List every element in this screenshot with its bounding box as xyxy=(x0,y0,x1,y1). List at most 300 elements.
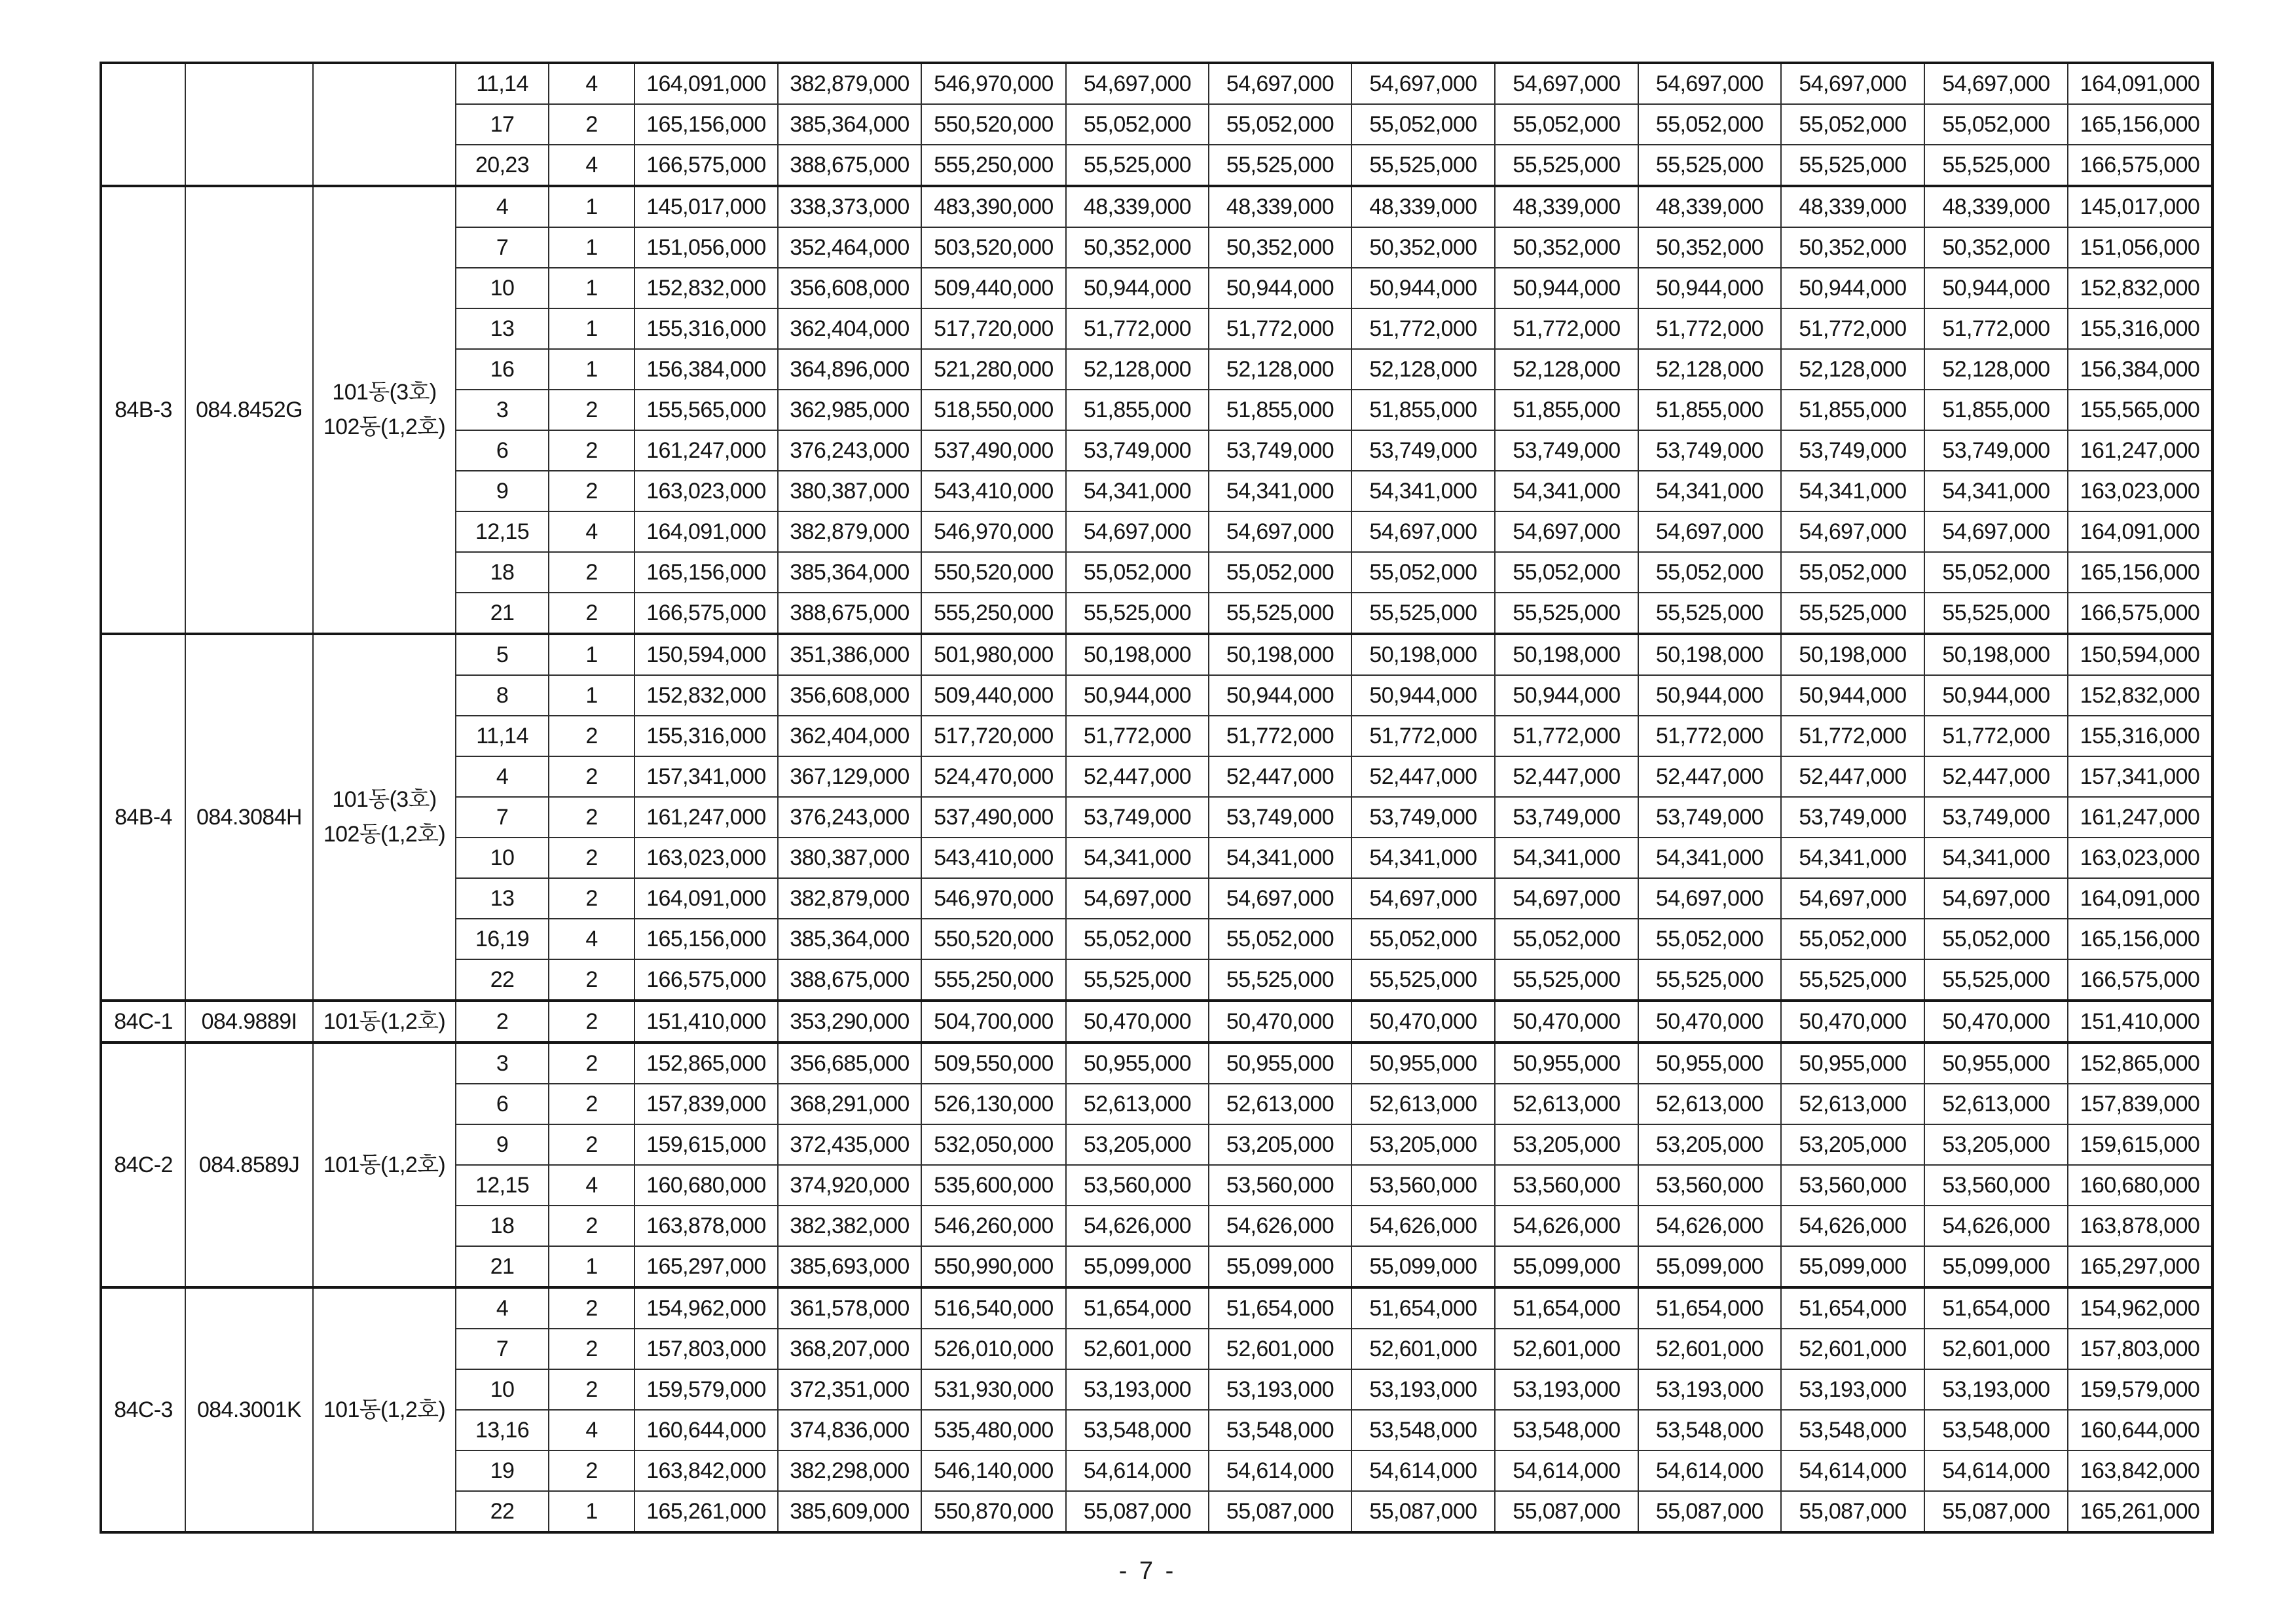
price-cell: 50,352,000 xyxy=(1638,227,1781,268)
floor-cell: 22 xyxy=(456,959,549,1001)
price-cell: 152,865,000 xyxy=(634,1043,778,1084)
price-cell: 55,525,000 xyxy=(1781,145,1924,186)
unit-count-cell: 2 xyxy=(549,1043,634,1084)
unit-count-cell: 2 xyxy=(549,1329,634,1369)
price-cell: 517,720,000 xyxy=(921,308,1066,349)
price-cell: 550,520,000 xyxy=(921,552,1066,593)
building-line: 101동(1,2호) xyxy=(323,1008,446,1034)
price-cell: 51,772,000 xyxy=(1209,308,1351,349)
price-cell: 151,410,000 xyxy=(2068,1001,2212,1043)
price-cell: 550,870,000 xyxy=(921,1491,1066,1532)
floor-cell: 13 xyxy=(456,308,549,349)
price-cell: 54,697,000 xyxy=(1495,63,1638,104)
price-cell: 50,470,000 xyxy=(1638,1001,1781,1043)
price-cell: 166,575,000 xyxy=(634,145,778,186)
price-cell: 55,087,000 xyxy=(1638,1491,1781,1532)
unit-count-cell: 2 xyxy=(549,1084,634,1124)
price-cell: 50,944,000 xyxy=(1638,268,1781,308)
price-cell: 55,525,000 xyxy=(1209,959,1351,1001)
price-cell: 483,390,000 xyxy=(921,186,1066,227)
price-cell: 53,749,000 xyxy=(1924,430,2068,471)
price-cell: 51,772,000 xyxy=(1351,308,1495,349)
price-cell: 54,697,000 xyxy=(1351,63,1495,104)
building-cell xyxy=(313,1043,456,1287)
price-cell: 543,410,000 xyxy=(921,471,1066,511)
price-cell: 385,693,000 xyxy=(778,1246,921,1287)
price-cell: 157,839,000 xyxy=(2068,1084,2212,1124)
price-cell: 54,341,000 xyxy=(1924,471,2068,511)
building-cell xyxy=(313,186,456,634)
price-cell: 54,697,000 xyxy=(1209,878,1351,919)
price-cell: 550,990,000 xyxy=(921,1246,1066,1287)
price-cell: 52,601,000 xyxy=(1638,1329,1781,1369)
price-cell: 53,193,000 xyxy=(1066,1369,1209,1410)
price-cell: 380,387,000 xyxy=(778,471,921,511)
price-table-body xyxy=(101,63,2212,1532)
price-cell: 50,944,000 xyxy=(1781,675,1924,716)
table-row xyxy=(101,1001,2212,1043)
unit-type-cell: 84C-2 xyxy=(101,1043,185,1287)
price-cell: 52,613,000 xyxy=(1638,1084,1781,1124)
price-cell: 151,056,000 xyxy=(634,227,778,268)
price-cell: 52,601,000 xyxy=(1066,1329,1209,1369)
price-cell: 382,298,000 xyxy=(778,1450,921,1491)
price-cell: 54,626,000 xyxy=(1066,1206,1209,1246)
price-cell: 52,447,000 xyxy=(1495,756,1638,797)
price-cell: 53,749,000 xyxy=(1638,430,1781,471)
price-cell: 51,855,000 xyxy=(1495,390,1638,430)
price-cell: 521,280,000 xyxy=(921,349,1066,390)
price-cell: 145,017,000 xyxy=(634,186,778,227)
price-cell: 52,128,000 xyxy=(1209,349,1351,390)
price-cell: 157,341,000 xyxy=(2068,756,2212,797)
price-cell: 50,944,000 xyxy=(1351,675,1495,716)
price-cell: 154,962,000 xyxy=(2068,1287,2212,1329)
price-cell: 54,614,000 xyxy=(1209,1450,1351,1491)
price-cell: 164,091,000 xyxy=(634,63,778,104)
unit-count-cell: 2 xyxy=(549,1124,634,1165)
price-cell: 53,193,000 xyxy=(1924,1369,2068,1410)
price-cell: 54,341,000 xyxy=(1066,838,1209,878)
price-cell: 53,749,000 xyxy=(1351,430,1495,471)
price-cell: 50,198,000 xyxy=(1066,634,1209,675)
price-cell: 555,250,000 xyxy=(921,593,1066,634)
price-cell: 51,855,000 xyxy=(1638,390,1781,430)
unit-count-cell: 2 xyxy=(549,716,634,756)
price-cell: 50,944,000 xyxy=(1924,268,2068,308)
price-cell: 50,352,000 xyxy=(1209,227,1351,268)
price-cell: 55,525,000 xyxy=(1924,959,2068,1001)
price-cell: 385,364,000 xyxy=(778,104,921,145)
price-cell: 163,023,000 xyxy=(2068,471,2212,511)
building-cell xyxy=(313,1001,456,1043)
price-cell: 53,560,000 xyxy=(1351,1165,1495,1206)
price-cell: 52,128,000 xyxy=(1066,349,1209,390)
price-cell: 509,440,000 xyxy=(921,675,1066,716)
price-cell: 362,985,000 xyxy=(778,390,921,430)
price-cell: 160,644,000 xyxy=(2068,1410,2212,1450)
price-cell: 51,855,000 xyxy=(1351,390,1495,430)
price-cell: 55,525,000 xyxy=(1066,593,1209,634)
unit-count-cell: 2 xyxy=(549,593,634,634)
unit-count-cell: 2 xyxy=(549,878,634,919)
price-cell: 166,575,000 xyxy=(634,959,778,1001)
area-code-cell xyxy=(185,63,313,186)
price-cell: 54,697,000 xyxy=(1781,511,1924,552)
price-cell: 54,614,000 xyxy=(1781,1450,1924,1491)
price-cell: 155,316,000 xyxy=(2068,308,2212,349)
price-cell: 55,052,000 xyxy=(1924,104,2068,145)
price-cell: 54,341,000 xyxy=(1209,471,1351,511)
price-cell: 52,447,000 xyxy=(1351,756,1495,797)
price-cell: 537,490,000 xyxy=(921,430,1066,471)
price-cell: 165,261,000 xyxy=(2068,1491,2212,1532)
price-cell: 55,087,000 xyxy=(1209,1491,1351,1532)
price-cell: 51,772,000 xyxy=(1638,716,1781,756)
price-cell: 54,341,000 xyxy=(1351,838,1495,878)
floor-cell: 3 xyxy=(456,390,549,430)
price-cell: 51,772,000 xyxy=(1066,308,1209,349)
price-cell: 145,017,000 xyxy=(2068,186,2212,227)
price-cell: 52,601,000 xyxy=(1924,1329,2068,1369)
price-cell: 55,525,000 xyxy=(1781,959,1924,1001)
price-cell: 161,247,000 xyxy=(2068,797,2212,838)
price-cell: 504,700,000 xyxy=(921,1001,1066,1043)
price-cell: 54,341,000 xyxy=(1781,838,1924,878)
unit-count-cell: 1 xyxy=(549,268,634,308)
price-cell: 368,207,000 xyxy=(778,1329,921,1369)
price-cell: 52,128,000 xyxy=(1495,349,1638,390)
price-cell: 54,614,000 xyxy=(1638,1450,1781,1491)
floor-cell: 12,15 xyxy=(456,1165,549,1206)
price-cell: 54,341,000 xyxy=(1209,838,1351,878)
price-cell: 50,352,000 xyxy=(1495,227,1638,268)
price-cell: 50,944,000 xyxy=(1495,675,1638,716)
unit-count-cell: 4 xyxy=(549,511,634,552)
price-cell: 55,099,000 xyxy=(1924,1246,2068,1287)
price-cell: 361,578,000 xyxy=(778,1287,921,1329)
price-cell: 48,339,000 xyxy=(1924,186,2068,227)
price-cell: 50,944,000 xyxy=(1209,675,1351,716)
price-cell: 53,548,000 xyxy=(1209,1410,1351,1450)
price-cell: 55,052,000 xyxy=(1066,104,1209,145)
price-cell: 50,352,000 xyxy=(1066,227,1209,268)
unit-count-cell: 2 xyxy=(549,959,634,1001)
price-cell: 524,470,000 xyxy=(921,756,1066,797)
price-cell: 51,772,000 xyxy=(1924,308,2068,349)
price-cell: 50,470,000 xyxy=(1351,1001,1495,1043)
table-row xyxy=(101,186,2212,227)
price-cell: 54,341,000 xyxy=(1924,838,2068,878)
floor-cell: 13 xyxy=(456,878,549,919)
unit-count-cell: 4 xyxy=(549,919,634,959)
price-cell: 54,697,000 xyxy=(1924,878,2068,919)
unit-count-cell: 4 xyxy=(549,63,634,104)
price-cell: 526,010,000 xyxy=(921,1329,1066,1369)
price-cell: 152,832,000 xyxy=(2068,268,2212,308)
price-cell: 54,697,000 xyxy=(1924,511,2068,552)
table-row xyxy=(101,1043,2212,1084)
price-cell: 55,525,000 xyxy=(1495,959,1638,1001)
table-row xyxy=(101,1287,2212,1329)
price-cell: 54,341,000 xyxy=(1781,471,1924,511)
price-cell: 50,944,000 xyxy=(1351,268,1495,308)
price-cell: 51,855,000 xyxy=(1209,390,1351,430)
price-cell: 54,341,000 xyxy=(1066,471,1209,511)
building-cell xyxy=(313,63,456,186)
price-cell: 51,772,000 xyxy=(1781,308,1924,349)
price-cell: 51,772,000 xyxy=(1209,716,1351,756)
floor-cell: 20,23 xyxy=(456,145,549,186)
price-cell: 50,470,000 xyxy=(1209,1001,1351,1043)
price-cell: 55,052,000 xyxy=(1781,104,1924,145)
price-cell: 55,525,000 xyxy=(1781,593,1924,634)
price-cell: 51,772,000 xyxy=(1351,716,1495,756)
price-cell: 50,470,000 xyxy=(1781,1001,1924,1043)
price-cell: 53,749,000 xyxy=(1351,797,1495,838)
price-cell: 54,614,000 xyxy=(1066,1450,1209,1491)
price-cell: 54,697,000 xyxy=(1351,511,1495,552)
price-cell: 55,525,000 xyxy=(1351,145,1495,186)
unit-count-cell: 1 xyxy=(549,186,634,227)
price-cell: 54,697,000 xyxy=(1495,511,1638,552)
price-cell: 55,525,000 xyxy=(1638,593,1781,634)
price-cell: 531,930,000 xyxy=(921,1369,1066,1410)
price-cell: 368,291,000 xyxy=(778,1084,921,1124)
price-cell: 163,023,000 xyxy=(2068,838,2212,878)
price-cell: 52,447,000 xyxy=(1209,756,1351,797)
price-cell: 160,680,000 xyxy=(2068,1165,2212,1206)
price-cell: 351,386,000 xyxy=(778,634,921,675)
price-cell: 50,944,000 xyxy=(1638,675,1781,716)
price-cell: 53,560,000 xyxy=(1495,1165,1638,1206)
price-cell: 52,128,000 xyxy=(1638,349,1781,390)
floor-cell: 17 xyxy=(456,104,549,145)
table-row xyxy=(101,63,2212,104)
price-cell: 52,128,000 xyxy=(1924,349,2068,390)
floor-cell: 12,15 xyxy=(456,511,549,552)
price-cell: 165,156,000 xyxy=(634,919,778,959)
floor-cell: 9 xyxy=(456,471,549,511)
floor-cell: 7 xyxy=(456,1329,549,1369)
price-cell: 156,384,000 xyxy=(634,349,778,390)
price-cell: 52,613,000 xyxy=(1781,1084,1924,1124)
price-cell: 55,052,000 xyxy=(1638,104,1781,145)
floor-cell: 21 xyxy=(456,1246,549,1287)
price-cell: 50,955,000 xyxy=(1209,1043,1351,1084)
price-cell: 159,579,000 xyxy=(2068,1369,2212,1410)
price-cell: 51,772,000 xyxy=(1638,308,1781,349)
area-code-cell: 084.3084H xyxy=(185,634,313,1001)
floor-cell: 5 xyxy=(456,634,549,675)
price-cell: 51,772,000 xyxy=(1495,308,1638,349)
floor-cell: 10 xyxy=(456,268,549,308)
unit-count-cell: 1 xyxy=(549,1491,634,1532)
price-cell: 51,772,000 xyxy=(1066,716,1209,756)
price-cell: 50,944,000 xyxy=(1495,268,1638,308)
price-cell: 362,404,000 xyxy=(778,308,921,349)
price-cell: 165,156,000 xyxy=(2068,104,2212,145)
price-cell: 55,525,000 xyxy=(1066,145,1209,186)
unit-count-cell: 2 xyxy=(549,104,634,145)
floor-cell: 21 xyxy=(456,593,549,634)
unit-count-cell: 2 xyxy=(549,471,634,511)
price-cell: 338,373,000 xyxy=(778,186,921,227)
price-cell: 55,525,000 xyxy=(1495,593,1638,634)
price-cell: 152,832,000 xyxy=(634,675,778,716)
price-cell: 52,447,000 xyxy=(1066,756,1209,797)
price-cell: 54,341,000 xyxy=(1495,838,1638,878)
price-cell: 150,594,000 xyxy=(634,634,778,675)
price-cell: 517,720,000 xyxy=(921,716,1066,756)
price-cell: 51,654,000 xyxy=(1495,1287,1638,1329)
price-cell: 151,410,000 xyxy=(634,1001,778,1043)
price-cell: 543,410,000 xyxy=(921,838,1066,878)
price-cell: 165,261,000 xyxy=(634,1491,778,1532)
price-cell: 376,243,000 xyxy=(778,797,921,838)
price-cell: 163,842,000 xyxy=(2068,1450,2212,1491)
price-cell: 52,613,000 xyxy=(1209,1084,1351,1124)
price-cell: 54,614,000 xyxy=(1495,1450,1638,1491)
unit-count-cell: 2 xyxy=(549,756,634,797)
price-cell: 164,091,000 xyxy=(2068,63,2212,104)
price-cell: 55,052,000 xyxy=(1781,919,1924,959)
price-cell: 356,608,000 xyxy=(778,675,921,716)
price-cell: 388,675,000 xyxy=(778,959,921,1001)
price-cell: 164,091,000 xyxy=(2068,878,2212,919)
floor-cell: 18 xyxy=(456,552,549,593)
price-cell: 380,387,000 xyxy=(778,838,921,878)
floor-cell: 19 xyxy=(456,1450,549,1491)
floor-cell: 13,16 xyxy=(456,1410,549,1450)
price-cell: 55,052,000 xyxy=(1638,919,1781,959)
price-cell: 55,525,000 xyxy=(1209,145,1351,186)
price-cell: 50,470,000 xyxy=(1924,1001,2068,1043)
price-cell: 165,156,000 xyxy=(634,552,778,593)
price-cell: 55,099,000 xyxy=(1066,1246,1209,1287)
price-cell: 388,675,000 xyxy=(778,145,921,186)
price-cell: 53,548,000 xyxy=(1066,1410,1209,1450)
price-cell: 54,697,000 xyxy=(1066,511,1209,552)
price-cell: 382,879,000 xyxy=(778,878,921,919)
price-cell: 53,205,000 xyxy=(1351,1124,1495,1165)
price-cell: 55,087,000 xyxy=(1924,1491,2068,1532)
price-cell: 55,052,000 xyxy=(1209,552,1351,593)
price-cell: 52,601,000 xyxy=(1209,1329,1351,1369)
price-cell: 54,614,000 xyxy=(1924,1450,2068,1491)
price-cell: 52,613,000 xyxy=(1495,1084,1638,1124)
price-cell: 54,697,000 xyxy=(1781,63,1924,104)
price-cell: 53,205,000 xyxy=(1924,1124,2068,1165)
price-cell: 52,447,000 xyxy=(1638,756,1781,797)
price-cell: 55,525,000 xyxy=(1638,959,1781,1001)
unit-count-cell: 1 xyxy=(549,308,634,349)
price-cell: 54,614,000 xyxy=(1351,1450,1495,1491)
price-cell: 53,749,000 xyxy=(1781,797,1924,838)
price-cell: 50,944,000 xyxy=(1209,268,1351,308)
price-cell: 166,575,000 xyxy=(2068,145,2212,186)
price-cell: 55,052,000 xyxy=(1209,104,1351,145)
price-cell: 535,480,000 xyxy=(921,1410,1066,1450)
building-line: 102동(1,2호) xyxy=(323,415,446,439)
price-cell: 52,128,000 xyxy=(1351,349,1495,390)
price-cell: 54,341,000 xyxy=(1351,471,1495,511)
price-cell: 152,832,000 xyxy=(634,268,778,308)
price-cell: 53,749,000 xyxy=(1924,797,2068,838)
building-cell xyxy=(313,1287,456,1532)
price-cell: 54,697,000 xyxy=(1066,878,1209,919)
price-cell: 55,052,000 xyxy=(1781,552,1924,593)
price-cell: 155,316,000 xyxy=(2068,716,2212,756)
price-cell: 53,749,000 xyxy=(1066,797,1209,838)
price-cell: 53,193,000 xyxy=(1781,1369,1924,1410)
floor-cell: 16 xyxy=(456,349,549,390)
price-cell: 50,955,000 xyxy=(1638,1043,1781,1084)
price-cell: 53,193,000 xyxy=(1495,1369,1638,1410)
unit-count-cell: 2 xyxy=(549,1206,634,1246)
price-cell: 356,685,000 xyxy=(778,1043,921,1084)
price-cell: 550,520,000 xyxy=(921,919,1066,959)
building-cell xyxy=(313,634,456,1001)
price-cell: 53,749,000 xyxy=(1495,797,1638,838)
unit-count-cell: 2 xyxy=(549,1450,634,1491)
price-cell: 52,447,000 xyxy=(1924,756,2068,797)
price-cell: 372,435,000 xyxy=(778,1124,921,1165)
price-cell: 53,193,000 xyxy=(1351,1369,1495,1410)
price-cell: 54,341,000 xyxy=(1495,471,1638,511)
unit-count-cell: 2 xyxy=(549,797,634,838)
price-cell: 546,970,000 xyxy=(921,63,1066,104)
floor-cell: 3 xyxy=(456,1043,549,1084)
price-cell: 51,654,000 xyxy=(1924,1287,2068,1329)
price-cell: 54,697,000 xyxy=(1351,878,1495,919)
price-cell: 53,548,000 xyxy=(1781,1410,1924,1450)
floor-cell: 9 xyxy=(456,1124,549,1165)
price-cell: 55,052,000 xyxy=(1924,919,2068,959)
price-cell: 155,565,000 xyxy=(2068,390,2212,430)
price-cell: 160,680,000 xyxy=(634,1165,778,1206)
price-cell: 54,626,000 xyxy=(1351,1206,1495,1246)
price-cell: 157,803,000 xyxy=(634,1329,778,1369)
price-cell: 55,525,000 xyxy=(1351,593,1495,634)
price-cell: 555,250,000 xyxy=(921,145,1066,186)
price-cell: 164,091,000 xyxy=(634,511,778,552)
price-cell: 51,654,000 xyxy=(1209,1287,1351,1329)
price-cell: 165,156,000 xyxy=(2068,552,2212,593)
price-cell: 50,198,000 xyxy=(1495,634,1638,675)
price-cell: 53,560,000 xyxy=(1781,1165,1924,1206)
unit-count-cell: 2 xyxy=(549,552,634,593)
price-cell: 50,944,000 xyxy=(1924,675,2068,716)
price-cell: 372,351,000 xyxy=(778,1369,921,1410)
price-cell: 53,548,000 xyxy=(1638,1410,1781,1450)
price-cell: 50,198,000 xyxy=(1924,634,2068,675)
price-cell: 546,970,000 xyxy=(921,511,1066,552)
price-cell: 48,339,000 xyxy=(1495,186,1638,227)
price-cell: 51,654,000 xyxy=(1066,1287,1209,1329)
price-cell: 161,247,000 xyxy=(2068,430,2212,471)
price-cell: 55,052,000 xyxy=(1924,552,2068,593)
price-cell: 51,654,000 xyxy=(1781,1287,1924,1329)
price-cell: 155,565,000 xyxy=(634,390,778,430)
price-cell: 546,970,000 xyxy=(921,878,1066,919)
unit-count-cell: 1 xyxy=(549,675,634,716)
unit-count-cell: 1 xyxy=(549,1246,634,1287)
price-cell: 509,440,000 xyxy=(921,268,1066,308)
price-cell: 55,087,000 xyxy=(1495,1491,1638,1532)
price-cell: 156,384,000 xyxy=(2068,349,2212,390)
price-cell: 55,052,000 xyxy=(1066,919,1209,959)
